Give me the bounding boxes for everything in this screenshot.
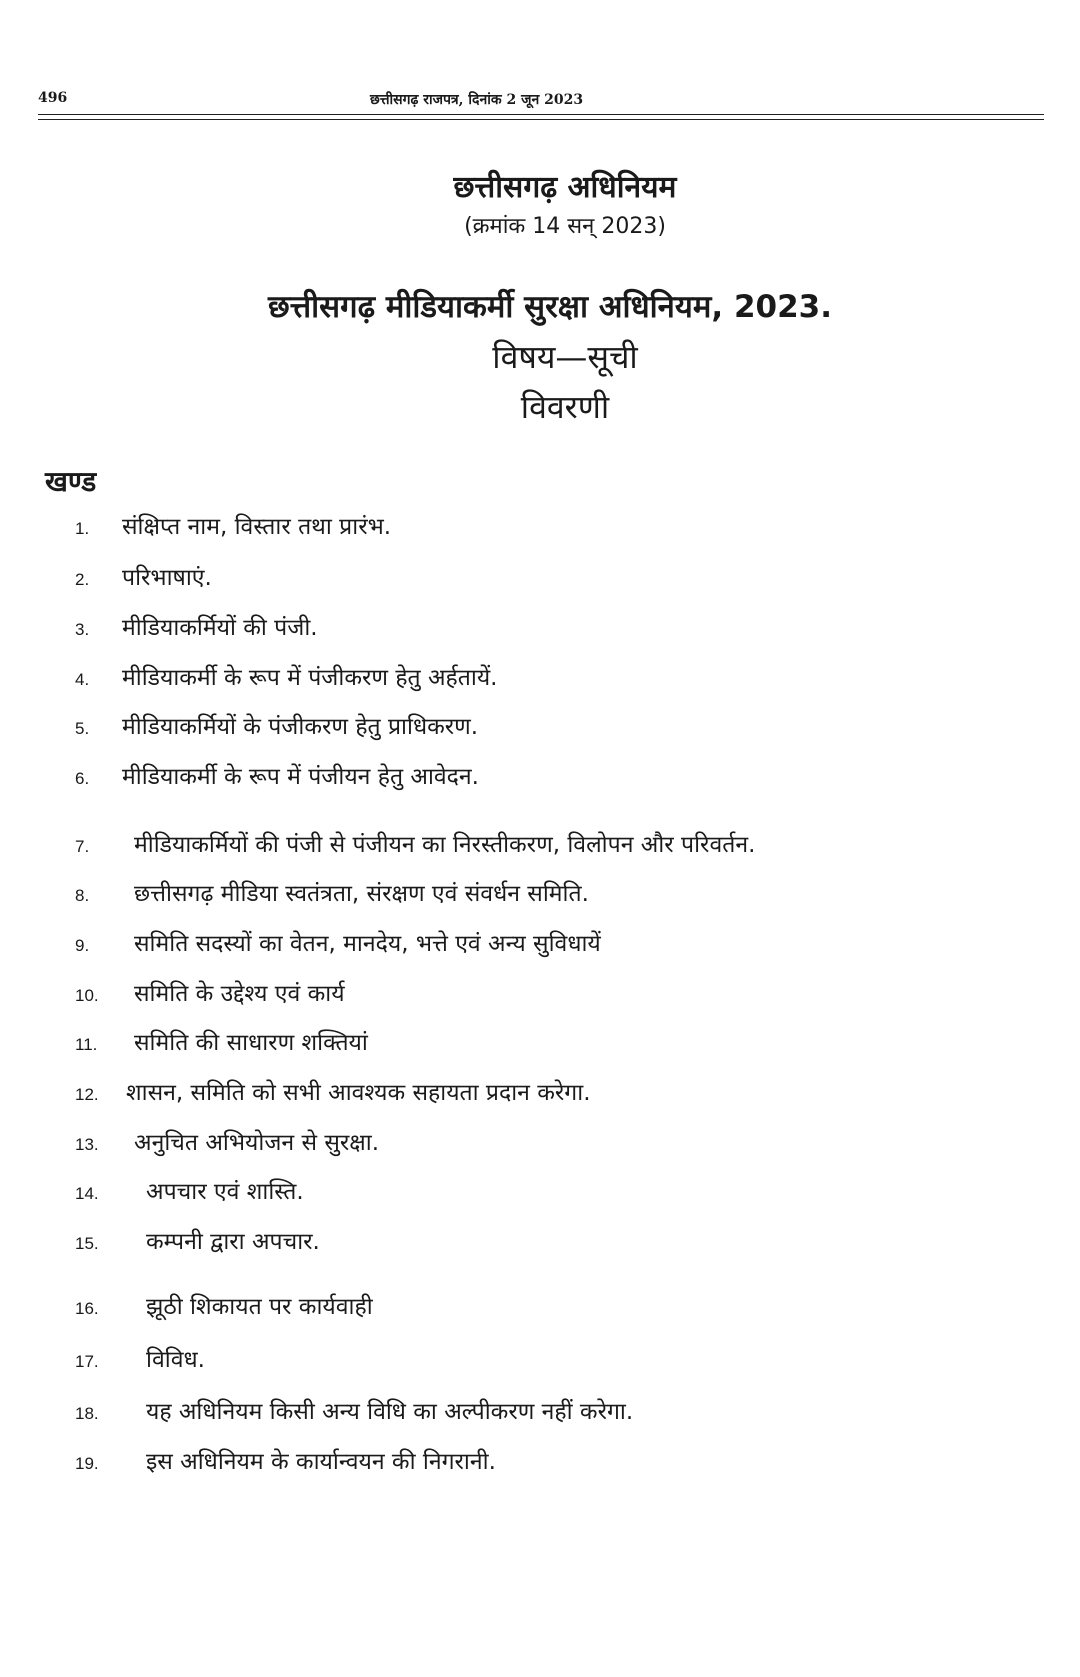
item-number: 11. (75, 1035, 98, 1054)
contents-item (0, 610, 1060, 650)
item-number: 1. (75, 519, 90, 538)
item-number: 16. (75, 1299, 99, 1318)
contents-item (0, 1174, 1060, 1214)
item-text: झूठी शिकायत पर कार्यवाही (146, 1294, 373, 1320)
toc-title: विषय—सूची (492, 338, 638, 376)
item-text: इस अधिनियम के कार्यान्वयन की निगरानी. (146, 1449, 496, 1475)
contents-item (0, 709, 1060, 749)
contents-item (0, 827, 1060, 867)
item-text: छत्तीसगढ़ मीडिया स्वतंत्रता, संरक्षण एवं संवर्धन समिति. (134, 881, 589, 907)
contents-item (0, 1342, 1060, 1382)
item-text: अनुचित अभियोजन से सुरक्षा. (134, 1130, 380, 1156)
item-number: 5. (75, 719, 90, 738)
contents-item (0, 1394, 1060, 1434)
page-number: 496 (38, 90, 68, 106)
contents-item (0, 509, 1060, 549)
item-text: समिति सदस्यों का वेतन, मानदेय, भत्ते एवं अन्य सुविधायें (134, 931, 601, 957)
item-text: मीडियाकर्मियों की पंजी से पंजीयन का निरस्तीकरण, विलोपन और परिवर्तन. (134, 832, 756, 858)
item-number: 4. (75, 670, 90, 689)
contents-item (0, 1444, 1060, 1484)
item-text: शासन, समिति को सभी आवश्यक सहायता प्रदान करेगा. (126, 1080, 591, 1106)
item-number: 10. (75, 986, 99, 1005)
item-number: 14. (75, 1184, 99, 1203)
item-text: समिति के उद्देश्य एवं कार्य (134, 981, 345, 1007)
contents-item (0, 560, 1060, 600)
item-text: यह अधिनियम किसी अन्य विधि का अल्पीकरण नहीं करेगा. (146, 1399, 634, 1425)
contents-item (0, 926, 1060, 966)
act-number: (क्रमांक 14 सन् 2023) (464, 214, 666, 239)
act-heading: छत्तीसगढ़ अधिनियम (453, 170, 677, 205)
toc-subtitle: विवरणी (520, 388, 610, 426)
item-number: 15. (75, 1234, 99, 1253)
item-number: 2. (75, 570, 90, 589)
contents-item (0, 1125, 1060, 1165)
contents-item (0, 1025, 1060, 1065)
item-text: मीडियाकर्मियों के पंजीकरण हेतु प्राधिकरण. (122, 714, 479, 740)
section-heading: खण्ड (45, 465, 97, 498)
contents-item (0, 660, 1060, 700)
item-text: अपचार एवं शास्ति. (146, 1179, 304, 1205)
contents-item (0, 759, 1060, 799)
contents-item (0, 976, 1060, 1016)
item-number: 9. (75, 936, 90, 955)
item-text: कम्पनी द्वारा अपचार. (146, 1229, 320, 1255)
item-number: 13. (75, 1135, 99, 1154)
item-text: मीडियाकर्मी के रूप में पंजीयन हेतु आवेदन. (122, 764, 479, 790)
item-number: 8. (75, 886, 90, 905)
item-number: 6. (75, 769, 90, 788)
item-text: विविध. (146, 1347, 205, 1373)
item-number: 12. (75, 1085, 99, 1104)
item-number: 19. (75, 1454, 99, 1473)
item-number: 18. (75, 1404, 99, 1423)
item-text: समिति की साधारण शक्तियां (134, 1030, 368, 1056)
contents-item (0, 876, 1060, 916)
contents-item (0, 1224, 1060, 1264)
item-number: 7. (75, 837, 90, 856)
item-number: 17. (75, 1352, 99, 1371)
contents-item (0, 1075, 1060, 1115)
item-number: 3. (75, 620, 90, 639)
item-text: परिभाषाएं. (122, 565, 212, 591)
item-text: संक्षिप्त नाम, विस्तार तथा प्रारंभ. (122, 514, 392, 540)
act-title: छत्तीसगढ़ मीडियाकर्मी सुरक्षा अधिनियम, 2023. (267, 289, 833, 325)
item-text: मीडियाकर्मियों की पंजी. (122, 615, 318, 641)
gazette-title-date: छत्तीसगढ़ राजपत्र, दिनांक 2 जून 2023 (370, 92, 584, 108)
item-text: मीडियाकर्मी के रूप में पंजीकरण हेतु अर्हतायें. (122, 665, 498, 691)
contents-item (0, 1289, 1060, 1329)
